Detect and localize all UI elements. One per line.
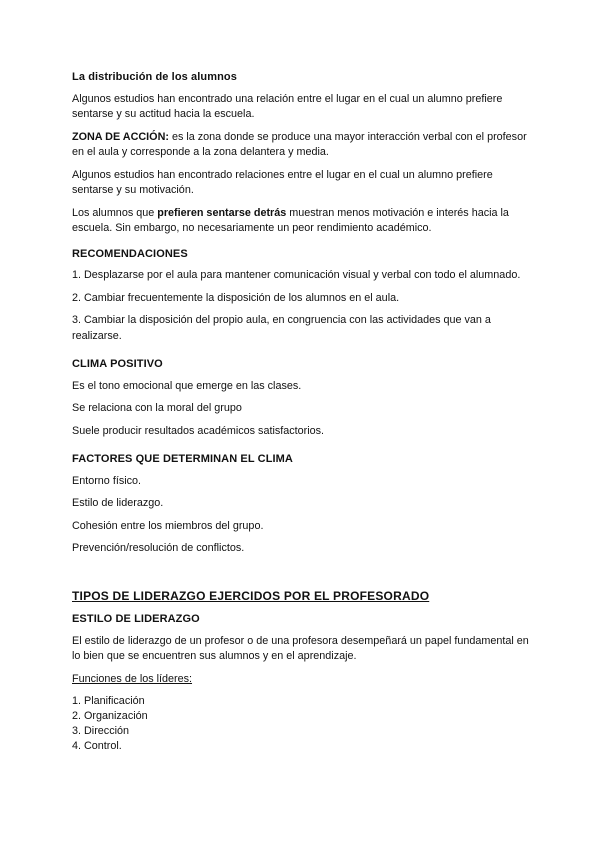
p4-bold: prefieren sentarse detrás: [157, 206, 287, 219]
funcion-item: 3. Dirección: [72, 725, 130, 737]
p4-post: muestran menos motivación e interés hacia la escuela. Sin embargo, no necesariamente un peor rendimiento académico.: [72, 206, 509, 234]
recomendacion-item: 2. Cambiar frecuentemente la disposición de los alumnos en el aula.: [72, 291, 400, 304]
section-title-recomendaciones: RECOMENDACIONES: [72, 247, 188, 260]
factor-item: Cohesión entre los miembros del grupo.: [72, 519, 264, 532]
funciones-list: [72, 694, 530, 754]
funciones-label: Funciones de los líderes:: [72, 672, 193, 685]
funcion-item: 4. Control.: [72, 740, 122, 752]
paragraph-actitud: Algunos estudios han encontrado una relación entre el lugar en el cual un alumno prefiere sentarse y su actitud hacia la escuela.: [72, 92, 503, 120]
factor-item: Entorno físico.: [72, 474, 142, 487]
funcion-item: 1. Planificación: [72, 695, 145, 707]
recomendacion-item: 1. Desplazarse por el aula para mantener comunicación visual y verbal con todo el alumnado.: [72, 269, 521, 281]
clima-item: Es el tono emocional que emerge en las clases.: [72, 379, 302, 392]
paragraph-motivacion: Algunos estudios han encontrado relaciones entre el lugar en el cual un alumno prefiere sentarse y su motivación.: [72, 168, 493, 196]
zona-accion-text: es la zona donde se produce una mayor interacción verbal con el profesor en el aula y corresponde a la zona delantera y media.: [72, 130, 527, 158]
paragraph-sentarse-detras: [72, 206, 530, 237]
factor-item: Prevención/resolución de conflictos.: [72, 542, 245, 554]
clima-item: Suele producir resultados académicos satisfactorios.: [72, 424, 325, 437]
document-content: [72, 70, 530, 754]
section-title-distribucion: La distribución de los alumnos: [72, 71, 237, 83]
section-title-clima: CLIMA POSITIVO: [72, 358, 163, 370]
funcion-item: 2. Organización: [72, 710, 148, 722]
section-title-tipos-liderazgo: TIPOS DE LIDERAZGO EJERCIDOS POR EL PROFESORADO: [72, 588, 430, 603]
p4-pre: Los alumnos que: [72, 206, 158, 219]
zona-accion-label: ZONA DE ACCIÓN:: [72, 130, 169, 143]
factor-item: Estilo de liderazgo.: [72, 497, 164, 509]
section-title-factores: FACTORES QUE DETERMINAN EL CLIMA: [72, 453, 293, 465]
recomendacion-item: 3. Cambiar la disposición del propio aula, en congruencia con las actividades que van a realizarse.: [72, 314, 491, 342]
paragraph-estilo-liderazgo: El estilo de liderazgo de un profesor o de una profesora desempeñará un papel fundamental en lo bien que se encuentren sus alumnos y en el aprendizaje.: [72, 634, 529, 662]
clima-item: Se relaciona con la moral del grupo: [72, 402, 242, 414]
subtitle-estilo-liderazgo: ESTILO DE LIDERAZGO: [72, 613, 200, 625]
paragraph-zona-accion: [72, 130, 530, 161]
